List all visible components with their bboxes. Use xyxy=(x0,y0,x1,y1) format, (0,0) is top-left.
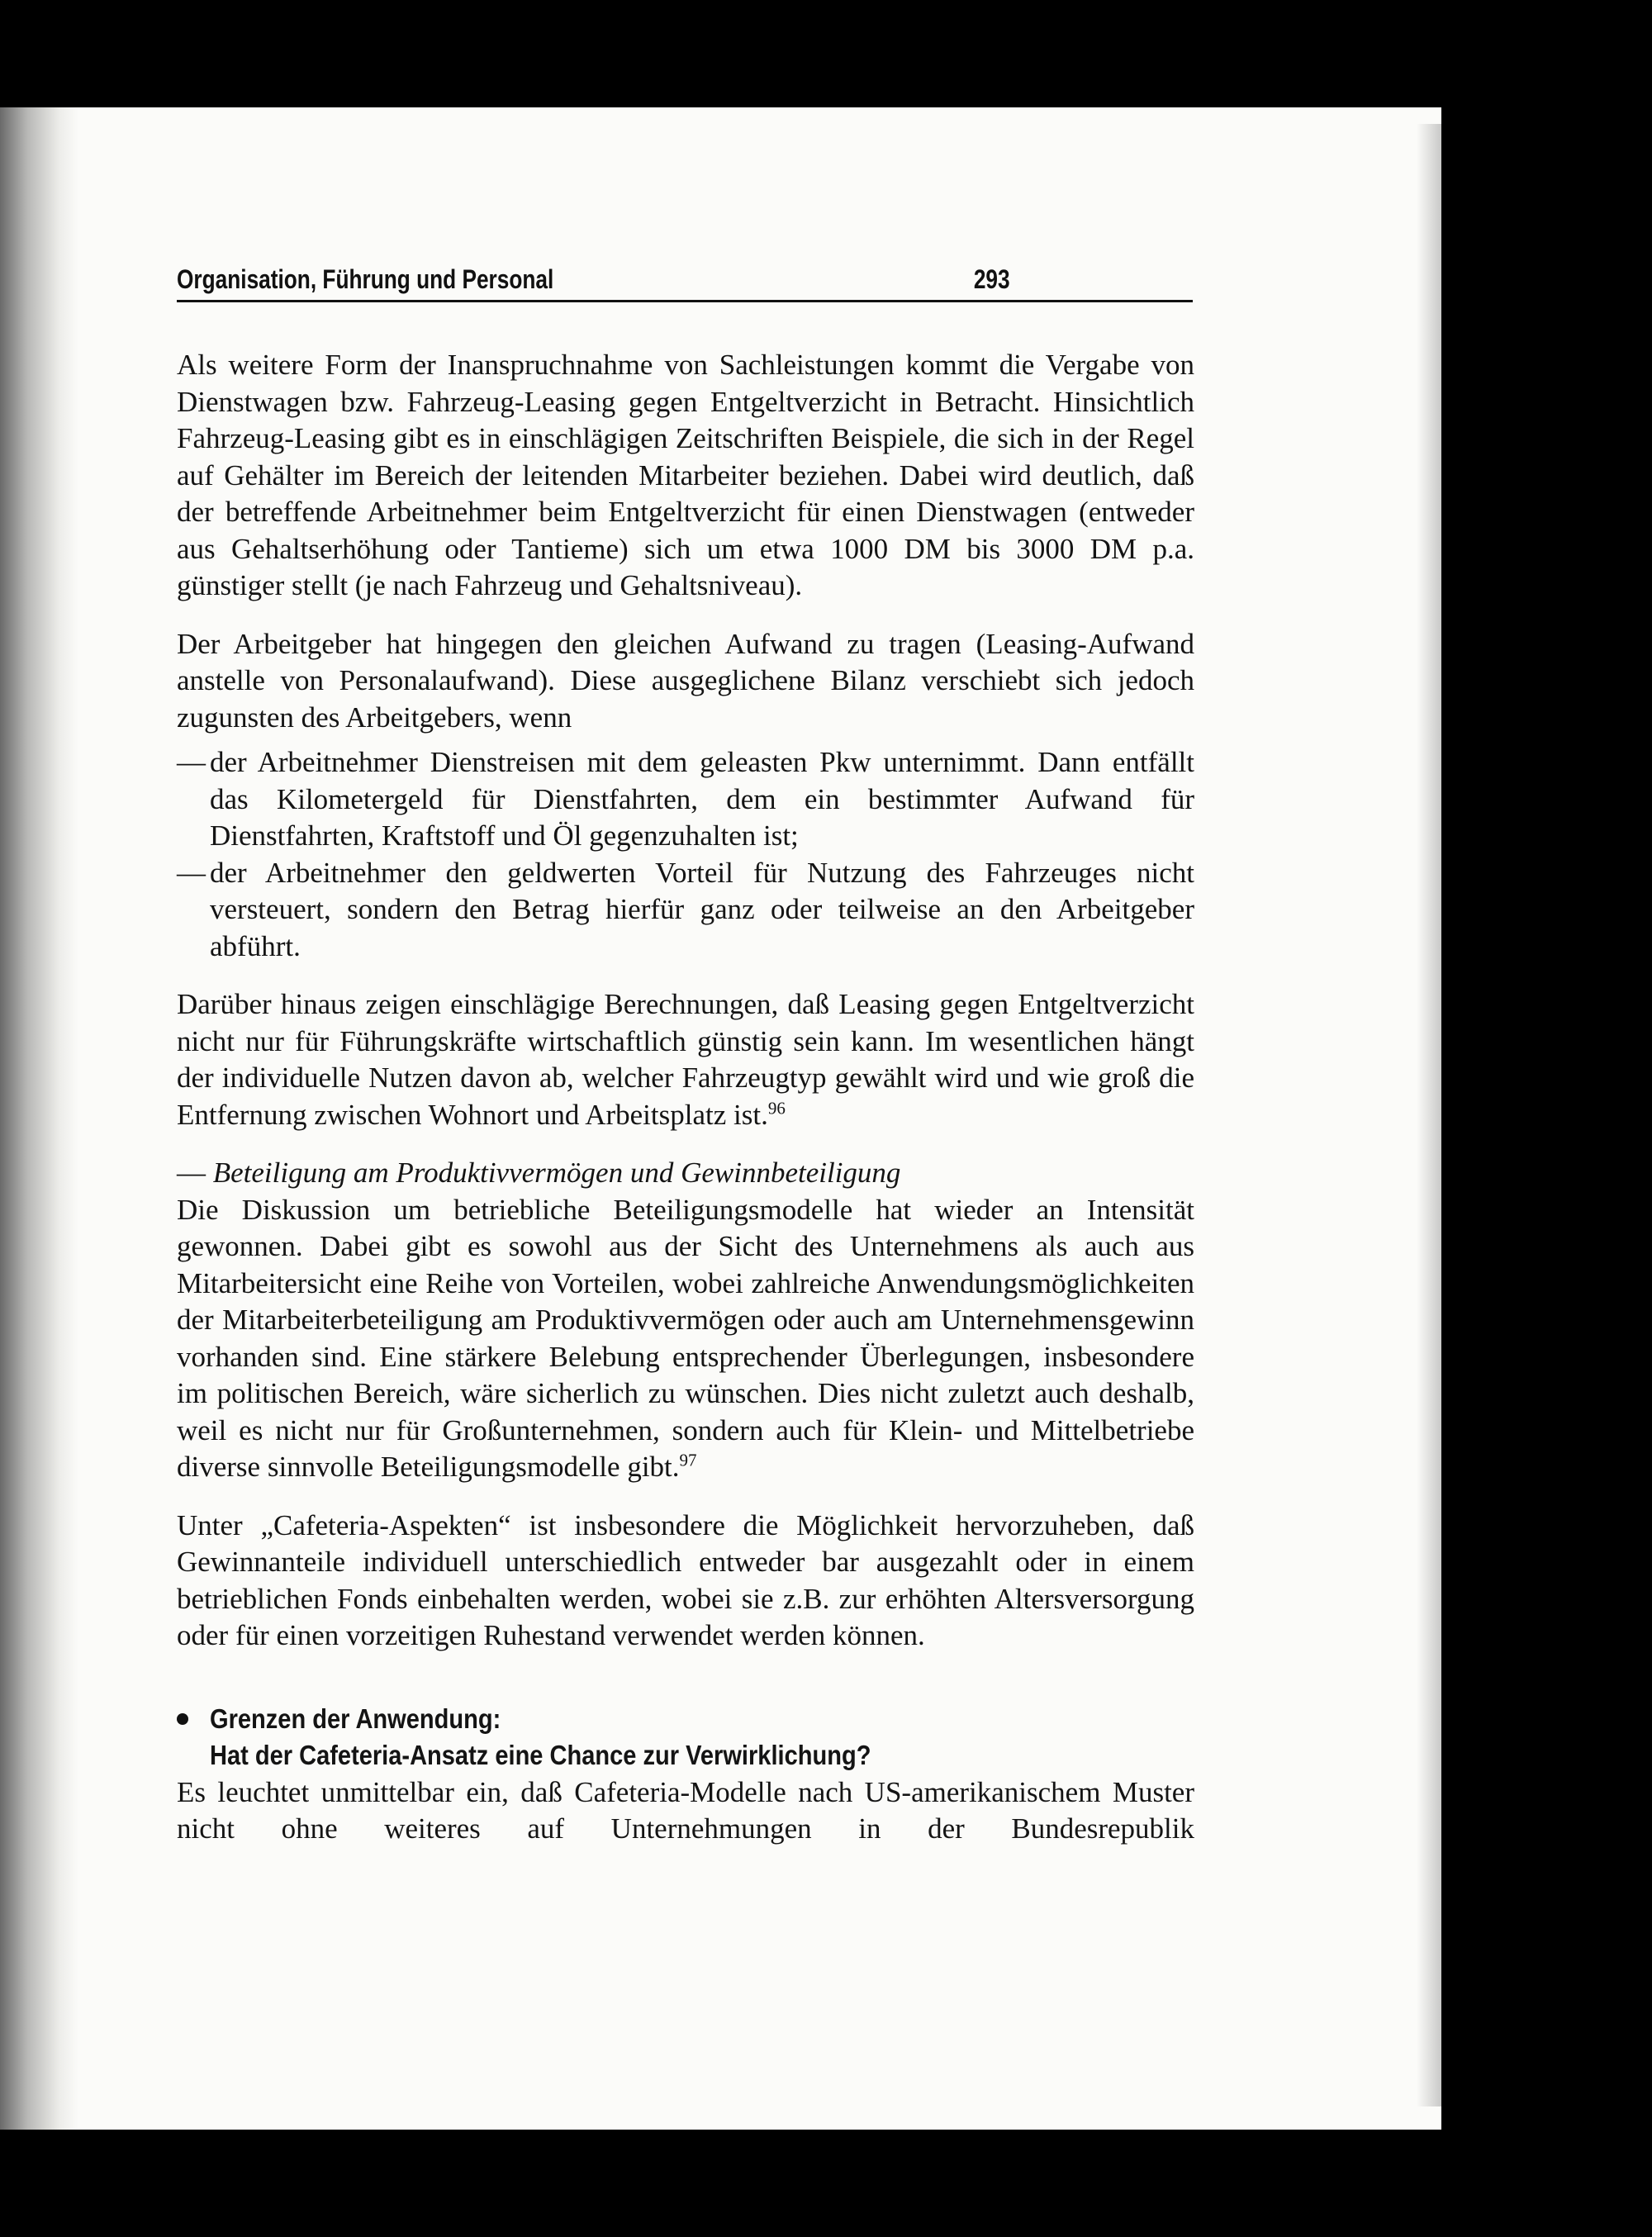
section-heading xyxy=(177,1701,1194,1774)
paragraph-grenzen: Es leuchtet unmittelbar ein, daß Cafeteria-Modelle nach US-amerikanischem Muster nicht ohne weiteres auf Unternehmungen in der Bundesrepublik xyxy=(177,1775,1194,1845)
bullet-icon xyxy=(177,1713,188,1725)
section-heading-line2: Hat der Cafeteria-Ansatz eine Chance zur Verwirklichung? xyxy=(210,1740,871,1770)
footnote-97: 97 xyxy=(679,1450,697,1470)
book-gutter-shadow xyxy=(0,107,78,2130)
paragraph-beteiligung: Die Diskussion um betriebliche Beteiligungsmodelle hat wieder an Intensität gewonnen. Dabei gibt es sowohl aus der Sicht des Unternehmens als auch aus Mitarbeitersicht eine Reihe von Vorteilen, wobei zahlreiche Anwendungsmöglichkeiten der Mitarbeiterbeteiligung am Produktivvermögen oder auch am Unternehmensgewinn vorhanden sind. Eine stärkere Belebung entsprechender Überlegungen, insbesondere im politischen Bereich, wäre sicherlich zu wünschen. Dies nicht zuletzt auch deshalb, weil es nicht nur für Großunternehmen, sondern auch für Klein- und Mittelbetriebe diverse sinnvolle Beteiligungsmodelle gibt.$^{97}$ xyxy=(177,1193,1194,1483)
paragraph-cafeteria: Unter „Cafeteria-Aspekten“ ist insbesondere die Möglichkeit hervorzuheben, daß Gewinnanteile individuell unterschiedlich entweder bar ausgezahlt oder in einem betrieblichen Fonds einbehalten werden, wobei sie z.B. zur erhöhten Altersversorgung oder für einen vorzeitigen Ruhestand verwendet werden können. xyxy=(177,1508,1194,1651)
paragraph-arbeitgeber: Der Arbeitgeber hat hingegen den gleichen Aufwand zu tragen (Leasing-Aufwand anstelle von Personalaufwand). Diese ausgeglichene Bilanz verschiebt sich jedoch zugunsten des Arbeitgebers, wenn xyxy=(177,627,1194,734)
dash-marker: — xyxy=(177,856,206,889)
paragraph-leasing: Darüber hinaus zeigen einschlägige Berechnungen, daß Leasing gegen Entgeltverzicht nicht nur für Führungskräfte wirtschaftlich günstig sein kann. Im wesentlichen hängt der individuelle Nutzen davon ab, welcher Fahrzeugtyp gewählt wird und wie groß die Entfernung zwischen Wohnort und Arbeitsplatz ist.$^{96}$ xyxy=(177,988,1194,1131)
running-head-title: Organisation, Führung und Personal xyxy=(177,264,554,294)
footnote-96: 96 xyxy=(767,1097,786,1118)
section-heading-line1: Grenzen der Anwendung: xyxy=(210,1703,501,1734)
subheading-beteiligung: — Beteiligung am Produktivvermögen und Gewinnbeteiligung xyxy=(177,1156,901,1189)
list-item: — der Arbeitnehmer den geldwerten Vorteil für Nutzung des Fahrzeuges nicht versteuert, sondern den Betrag hierfür ganz oder teilweise an den Arbeitgeber abführt. xyxy=(177,856,1194,962)
page-number: 293 xyxy=(973,264,1010,294)
dash-marker: — xyxy=(177,746,206,778)
list-item: — der Arbeitnehmer Dienstreisen mit dem geleasten Pkw unternimmt. Dann entfällt das Kilometergeld für Dienstfahrten, dem ein bestimmter Aufwand für Dienstfahrten, Kraftstoff und Öl gegenzuhalten ist; xyxy=(177,746,1194,852)
page-edge-shadow xyxy=(1417,124,1441,2106)
dash-list xyxy=(177,744,1194,965)
body-text xyxy=(177,347,1194,1869)
paragraph-dienstwagen: Als weitere Form der Inanspruchnahme von Sachleistungen kommt die Vergabe von Dienstwagen bzw. Fahrzeug-Leasing gegen Entgeltverzicht in Betracht. Hinsichtlich Fahrzeug-Leasing gibt es in einschlägigen Zeitschriften Beispiele, die sich in der Regel auf Gehälter im Bereich der leitenden Mitarbeiter beziehen. Dabei wird deutlich, daß der betreffende Arbeitnehmer beim Entgeltverzicht für einen Dienstwagen (entweder aus Gehaltserhöhung oder Tantieme) sich um etwa 1000 DM bis 3000 DM p.a. günstiger stellt (je nach Fahrzeug und Gehaltsniveau). xyxy=(177,349,1194,601)
running-head xyxy=(177,264,1193,302)
